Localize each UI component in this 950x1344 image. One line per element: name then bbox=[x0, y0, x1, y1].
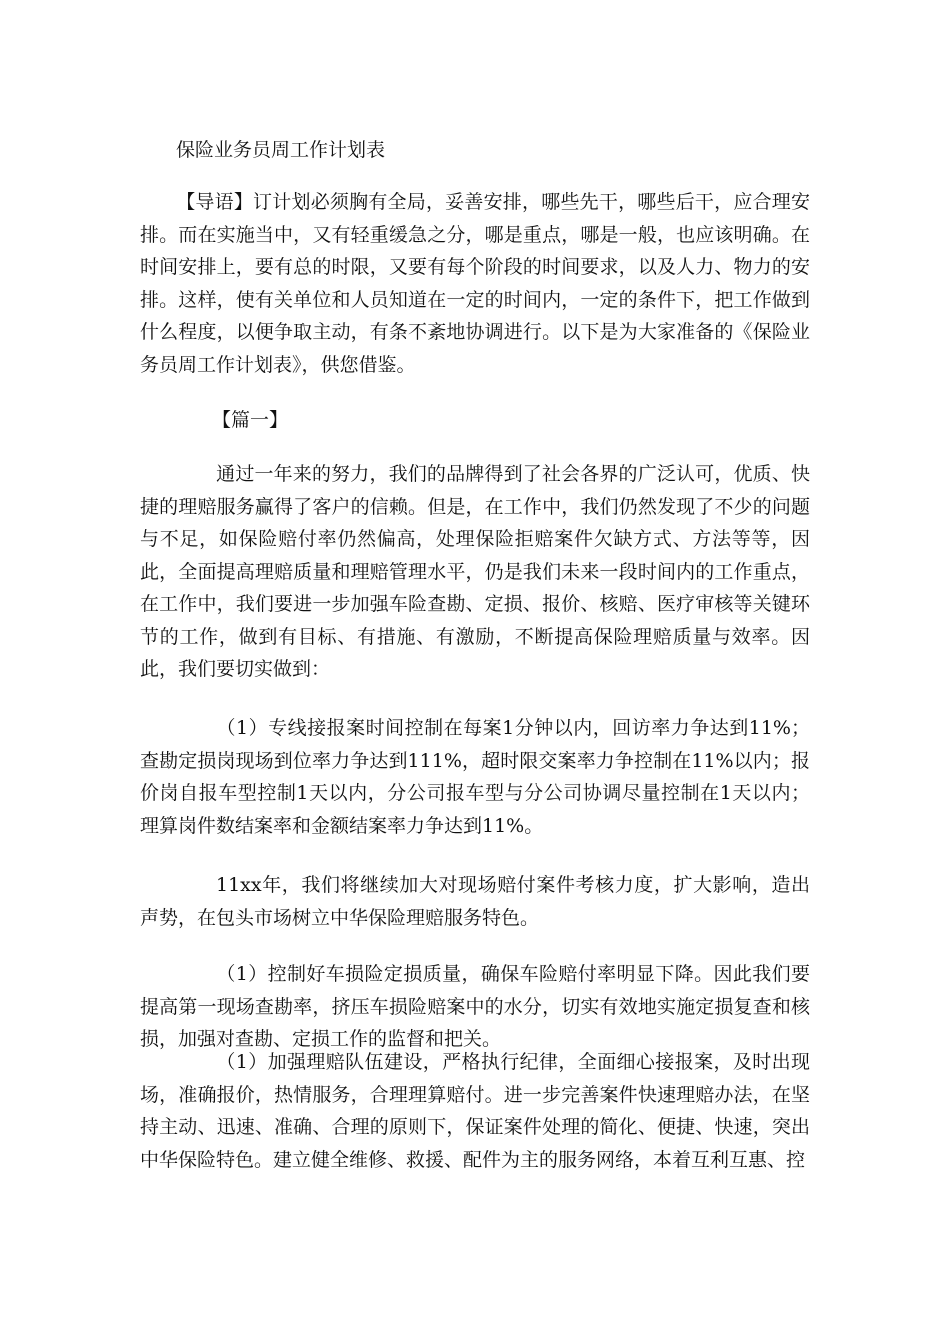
body-paragraph-3 bbox=[140, 869, 810, 934]
paragraph-text: 11xx年，我们将继续加大对现场赔付案件考核力度，扩大影响，造出声势，在包头市场树立中华保险理赔服务特色。 bbox=[140, 874, 810, 929]
section-heading: 【篇一】 bbox=[212, 409, 289, 431]
paragraph-text: （1）专线接报案时间控制在每案1分钟以内，回访率力争达到11%；查勘定损岗现场到位率力争达到111%，超时限交案率力争控制在11%以内；报价岗自报车型控制1天以内，分公司报车型与分公司协调尽量控制在1天以内；理算岗件数结案率和金额结案率力争达到11%。 bbox=[140, 717, 810, 837]
intro-text: 【导语】订计划必须胸有全局，妥善安排，哪些先干，哪些后干，应合理安排。而在实施当中，又有轻重缓急之分，哪是重点，哪是一般，也应该明确。在时间安排上，要有总的时限，又要有每个阶段的时间要求，以及人力、物力的安排。这样，使有关单位和人员知道在一定的时间内，一定的条件下，把工作做到什么程度，以便争取主动，有条不紊地协调进行。以下是为大家准备的《保险业务员周工作计划表》，供您借鉴。 bbox=[140, 191, 810, 376]
body-paragraph-4 bbox=[140, 958, 810, 1056]
paragraph-text: 通过一年来的努力，我们的品牌得到了社会各界的广泛认可，优质、快捷的理赔服务赢得了客户的信赖。但是，在工作中，我们仍然发现了不少的问题与不足，如保险赔付率仍然偏高，处理保险拒赔案件欠缺方式、方法等等，因此，全面提高理赔质量和理赔管理水平，仍是我们未来一段时间内的工作重点，在工作中，我们要进一步加强车险查勘、定损、报价、核赔、医疗审核等关键环节的工作，做到有目标、有措施、有激励，不断提高保险理赔质量与效率。因此，我们要切实做到： bbox=[140, 463, 810, 680]
body-paragraph-5 bbox=[140, 1046, 810, 1176]
intro-paragraph bbox=[140, 186, 810, 381]
document-title: 保险业务员周工作计划表 bbox=[176, 139, 386, 161]
body-paragraph-2 bbox=[140, 712, 810, 842]
paragraph-text: （1）加强理赔队伍建设，严格执行纪律，全面细心接报案，及时出现场，准确报价，热情服务，合理理算赔付。进一步完善案件快速理赔办法，在坚持主动、迅速、准确、合理的原则下，保证案件处理的简化、便捷、快速，突出中华保险特色。建立健全维修、救援、配件为主的服务网络，本着互利互惠、控 bbox=[140, 1051, 810, 1171]
paragraph-text: （1）控制好车损险定损质量，确保车险赔付率明显下降。因此我们要提高第一现场查勘率，挤压车损险赔案中的水分，切实有效地实施定损复查和核损，加强对查勘、定损工作的监督和把关。 bbox=[140, 963, 810, 1050]
body-paragraph-1 bbox=[140, 458, 810, 686]
